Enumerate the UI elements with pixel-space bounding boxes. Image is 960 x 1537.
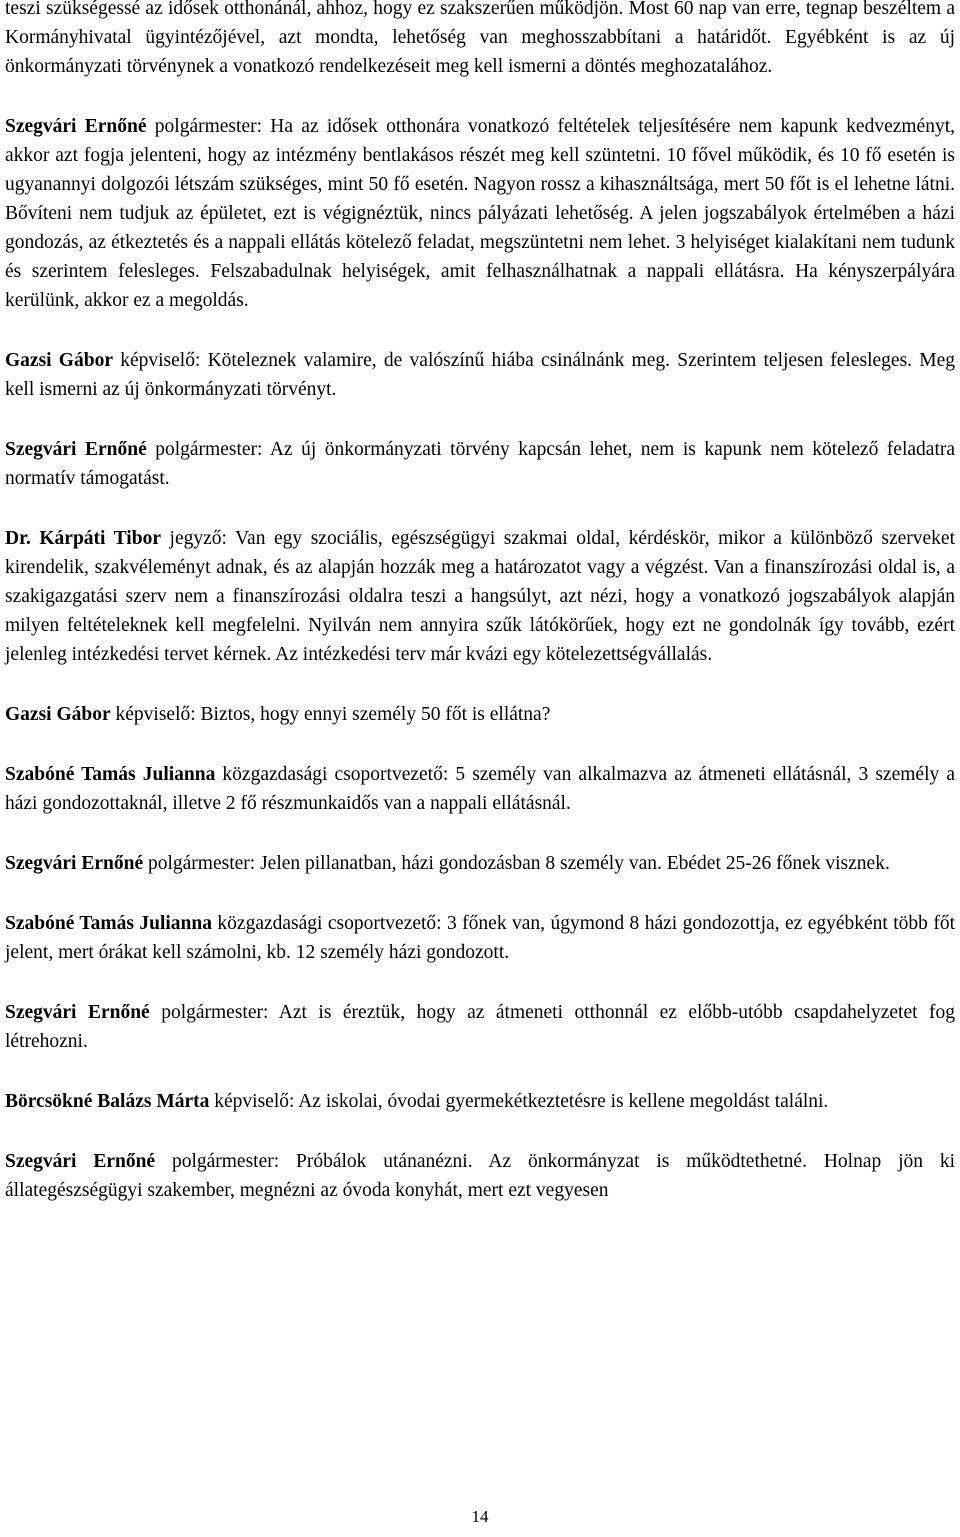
paragraph-text: jegyző: Van egy szociális, egészségügyi szakmai oldal, kérdéskör, mikor a különböző szerveket kirendelik, szakvéleményt adnak, és az alapján hozzák meg a határozatot vagy a végzést. Van a finanszírozási oldal is, a szakigazgatási szerv nem a finanszírozási oldalra teszi a hangsúlyt, azt nézi, hogy a vonatkozó jogszabályok alapján milyen feltételeknek kell megfelelni. Nyilván nem annyira szűk látókörűek, hogy ezt ne gondolnák így tovább, ezért jelenleg intézkedési tervet kérnek. Az intézkedési terv már kvázi egy kötelezettségvállalás.: [5, 528, 956, 665]
paragraph-speech: [5, 700, 955, 729]
paragraph-text: képviselő: Köteleznek valamire, de valószínű hiába csinálnánk meg. Szerintem teljesen felesleges. Meg kell ismerni az új önkormányzati törvényt.: [5, 350, 956, 400]
paragraph-speech: [5, 1087, 955, 1116]
paragraph-speech: [5, 760, 955, 818]
paragraph-text: polgármester: Ha az idősek otthonára vonatkozó feltételek teljesítésére nem kapunk kedvezményt, akkor azt fogja jelenteni, hogy az intézmény bentlakásos részét meg kell szüntetni. 10 fővel működik, és 10 fő esetén is ugyanannyi dolgozói létszám szükséges, mint 50 fő esetén. Nagyon rossz a kihasználtsága, mert 50 főt is el lehetne látni. Bővíteni nem tudjuk az épületet, ezt is végignéztük, nincs pályázati lehetőség. A jelen jogszabályok értelmében a házi gondozás, az étkeztetés és a nappali ellátás kötelező feladat, megszüntetni nem lehet. 3 helyiséget kialakítani nem tudunk és szerintem felesleges. Felszabadulnak helyiségek, amit felhasználhatnak a nappali ellátásra. Ha kényszerpályára kerülünk, akkor ez a megoldás.: [5, 116, 955, 311]
speaker-name: Gazsi Gábor: [5, 704, 111, 725]
paragraph-text: polgármester: Próbálok utánanézni. Az önkormányzat is működtethetné. Holnap jön ki állategészségügyi szakember, megnézni az óvoda konyhát, mert ezt vegyesen: [5, 1151, 956, 1201]
speaker-name: Szegvári Ernőné: [5, 1002, 150, 1023]
paragraph-speech: [5, 998, 955, 1056]
paragraph-text: képviselő: Biztos, hogy ennyi személy 50 főt is ellátna?: [110, 704, 551, 725]
paragraph-speech: [5, 524, 955, 669]
speaker-name: Szabóné Tamás Julianna: [5, 913, 213, 934]
paragraph-speech: [5, 346, 955, 404]
paragraph-text: polgármester: Jelen pillanatban, házi gondozásban 8 személy van. Ebédet 25-26 főnek visznek.: [143, 853, 890, 874]
page-number: 14: [471, 1507, 489, 1526]
speaker-name: Gazsi Gábor: [5, 350, 113, 371]
speaker-name: Dr. Kárpáti Tibor: [5, 528, 161, 549]
paragraph-text: teszi szükségessé az idősek otthonánál, ahhoz, hogy ez szakszerűen működjön. Most 60 nap van erre, tegnap beszéltem a Kormányhivatal ügyintézőjével, azt mondta, lehetőség van meghosszabbítani a határidőt. Egyébként is az új önkormányzati törvénynek a vonatkozó rendelkezéseit meg kell ismerni a döntés meghozatalához.: [5, 0, 955, 77]
speaker-name: Börcsökné Balázs Márta: [5, 1091, 210, 1112]
paragraph-speech: [5, 1147, 955, 1205]
paragraph-continuation: [5, 0, 955, 81]
paragraph-speech: [5, 909, 955, 967]
speaker-name: Szegvári Ernőné: [5, 439, 147, 460]
paragraph-text: közgazdasági csoportvezető: 3 főnek van, úgymond 8 házi gondozottja, ez egyébként több főt jelent, mert órákat kell számolni, kb. 12 személy házi gondozott.: [5, 913, 955, 963]
paragraph-text: képviselő: Az iskolai, óvodai gyermekétkeztetésre is kellene megoldást találni.: [209, 1091, 829, 1112]
paragraph-speech: [5, 849, 955, 878]
paragraph-text: polgármester: Az új önkormányzati törvény kapcsán lehet, nem is kapunk nem kötelező feladatra normatív támogatást.: [5, 439, 956, 489]
paragraph-text: polgármester: Azt is éreztük, hogy az átmeneti otthonnál ez előbb-utóbb csapdahelyzetet fog létrehozni.: [5, 1002, 956, 1052]
speaker-name: Szegvári Ernőné: [5, 1151, 156, 1172]
paragraph-speech: [5, 112, 955, 315]
speaker-name: Szabóné Tamás Julianna: [5, 764, 216, 785]
paragraph-text: közgazdasági csoportvezető: 5 személy van alkalmazva az átmeneti ellátásnál, 3 személy a házi gondozottaknál, illetve 2 fő részmunkaidős van a nappali ellátásnál.: [5, 764, 955, 814]
paragraph-speech: [5, 435, 955, 493]
speaker-name: Szegvári Ernőné: [5, 853, 144, 874]
document-page: [5, 0, 955, 1236]
speaker-name: Szegvári Ernőné: [5, 116, 147, 137]
